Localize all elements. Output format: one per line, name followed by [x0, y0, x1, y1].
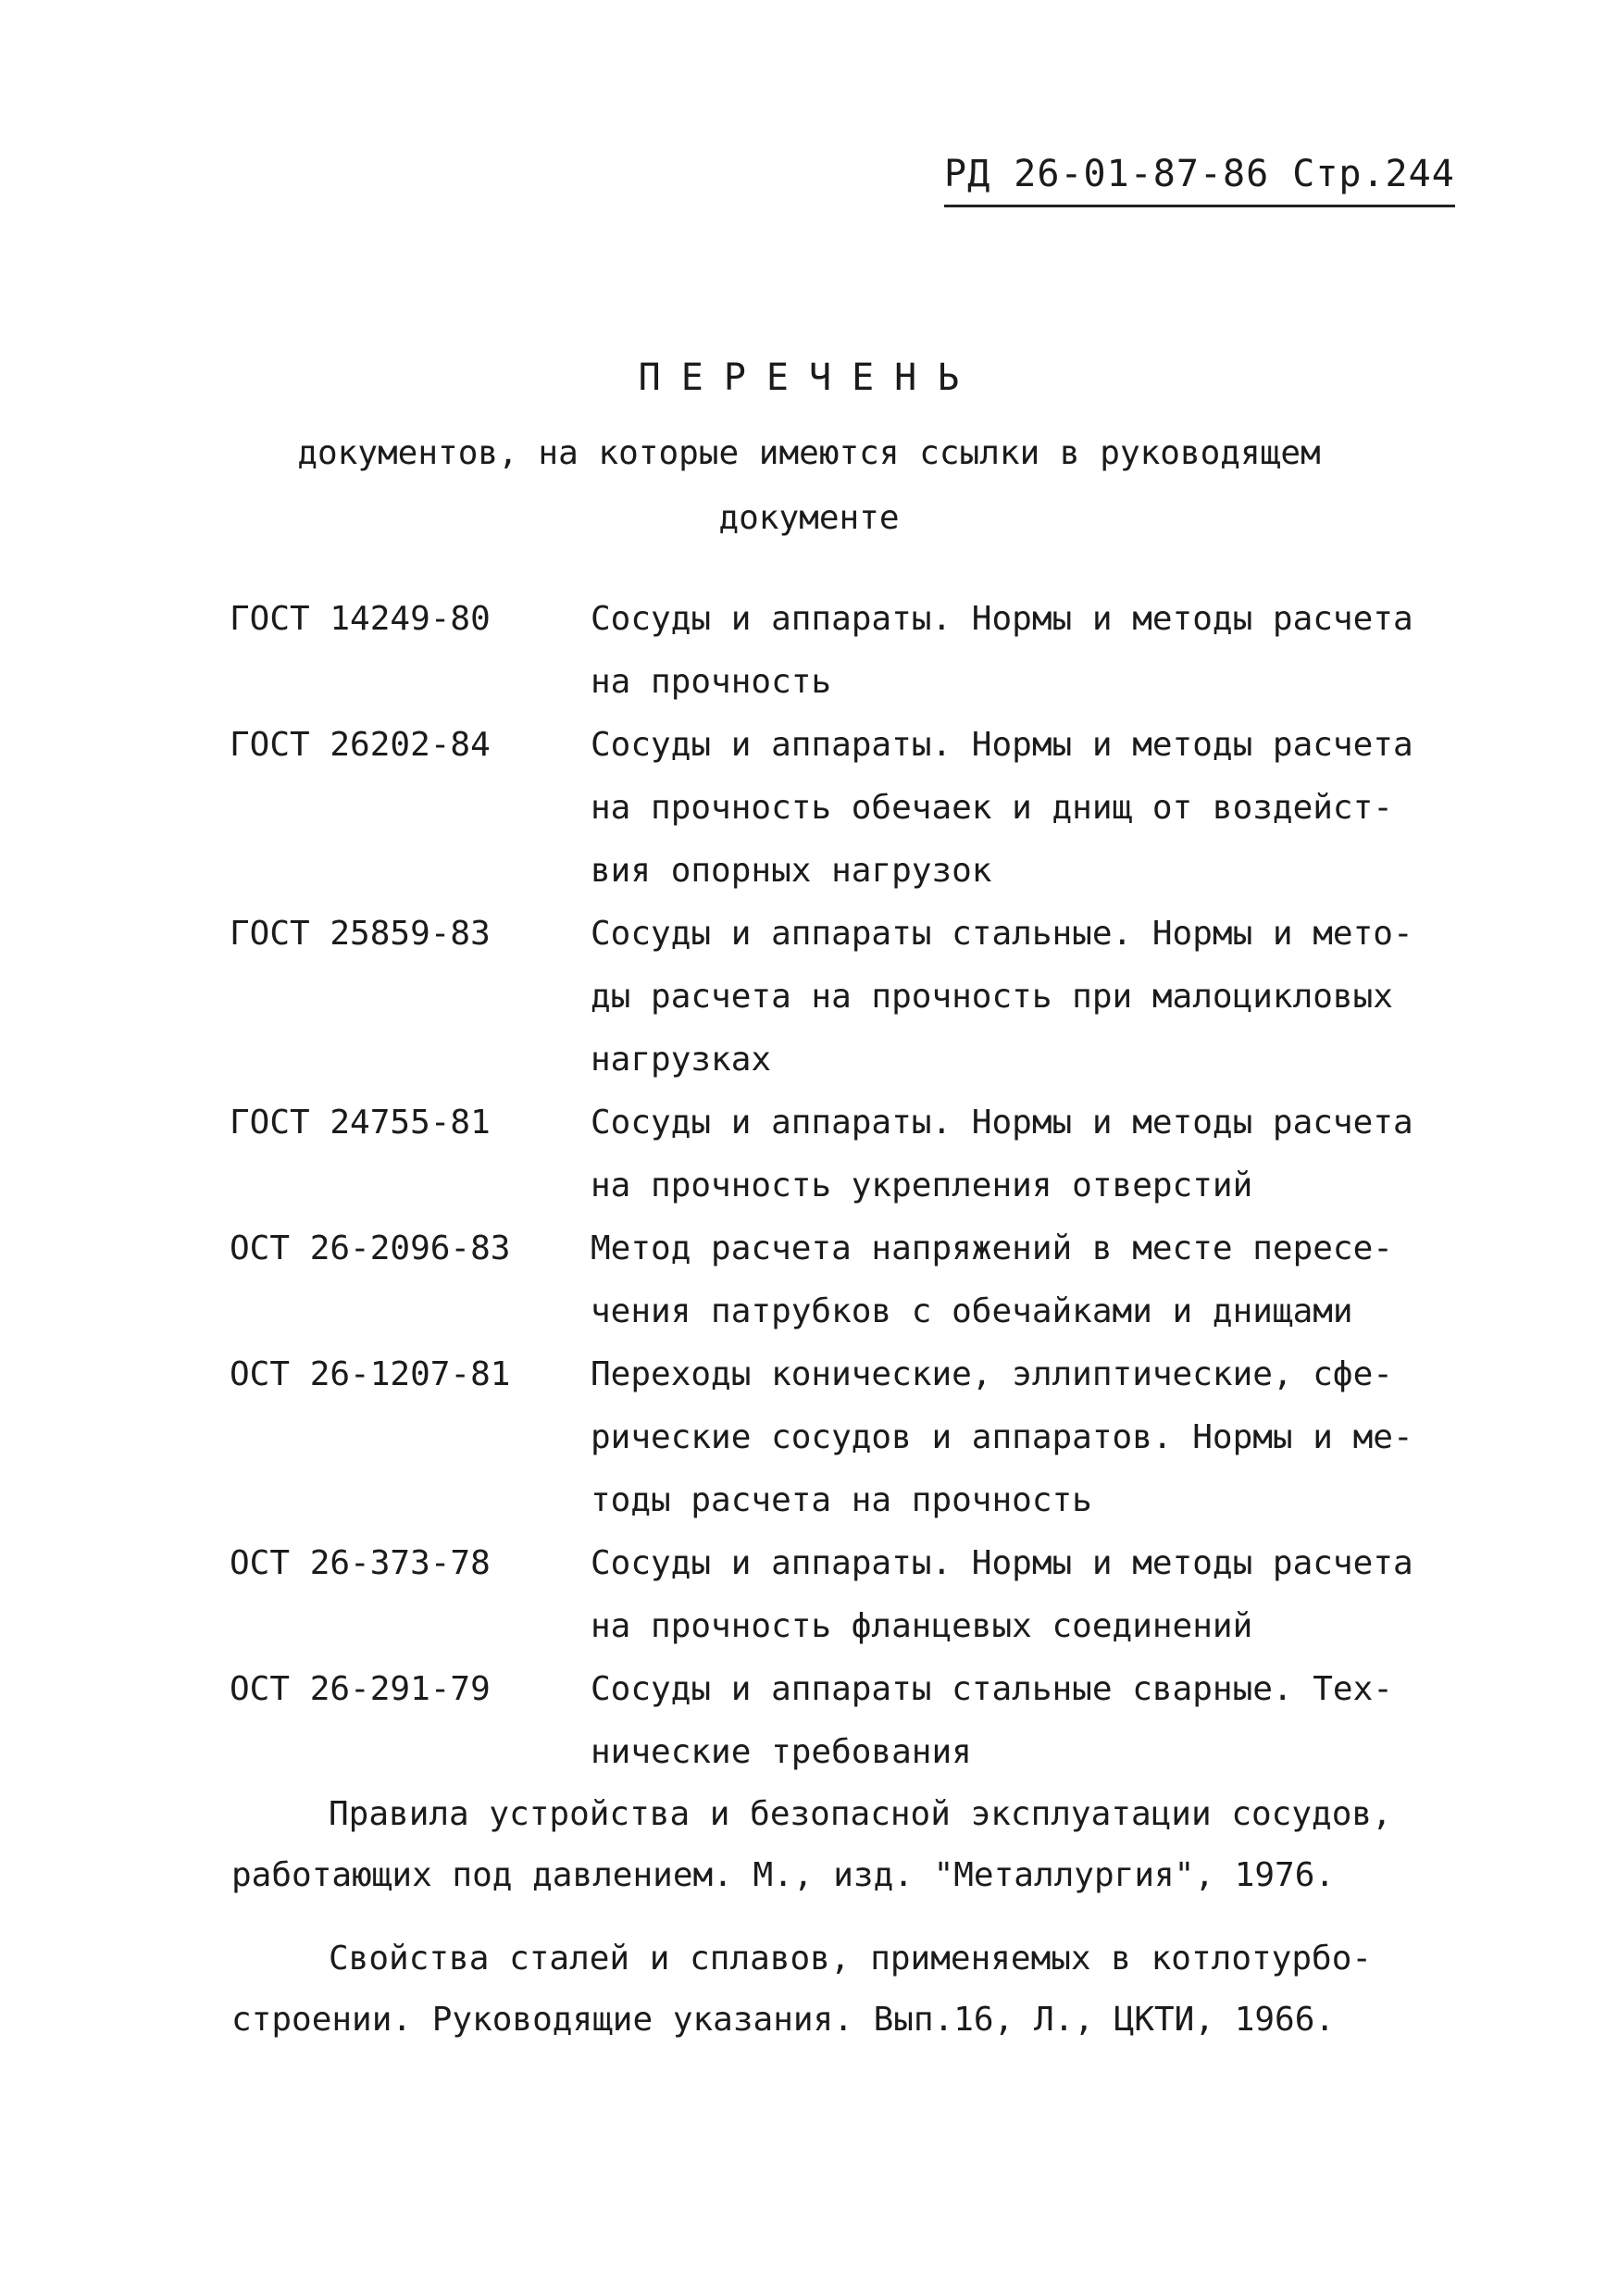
- reference-title-line: на прочность фланцевых соединений: [591, 1607, 1253, 1645]
- reference-title: [591, 1658, 1405, 1784]
- reference-title-line: Сосуды и аппараты стальные. Нормы и мето-: [591, 915, 1413, 953]
- reference-title-line: рические сосудов и аппаратов. Нормы и ме-: [591, 1418, 1413, 1456]
- reference-item: [230, 1092, 1433, 1217]
- reference-title: [591, 588, 1413, 714]
- reference-title-line: Сосуды и аппараты стальные сварные. Тех-: [591, 1670, 1393, 1708]
- reference-item: [230, 1343, 1433, 1532]
- paragraph: [231, 1784, 1435, 1906]
- reference-title-line: нические требования: [591, 1733, 972, 1771]
- reference-code: ОСТ 26-2096-83: [230, 1229, 511, 1267]
- reference-code: ОСТ 26-1207-81: [230, 1355, 511, 1393]
- reference-title-line: на прочность: [591, 663, 832, 701]
- reference-title-line: вия опорных нагрузок: [591, 852, 992, 890]
- reference-code: ГОСТ 24755-81: [230, 1104, 491, 1142]
- paragraph-line: Свойства сталей и сплавов, применяемых в котлотурбо-: [329, 1940, 1373, 1978]
- reference-title: [591, 1217, 1405, 1343]
- reference-code: ОСТ 26-373-78: [230, 1544, 491, 1582]
- reference-title-line: нагрузках: [591, 1041, 772, 1079]
- page-header: РД 26-01-87-86 Стр.244: [944, 153, 1455, 207]
- reference-item: [230, 1217, 1433, 1343]
- document-subtitle: [0, 421, 1618, 551]
- reference-title-line: Сосуды и аппараты. Нормы и методы расчета: [591, 600, 1413, 638]
- reference-title-line: Сосуды и аппараты. Нормы и методы расчета: [591, 1104, 1413, 1142]
- reference-code: ГОСТ 26202-84: [230, 726, 491, 764]
- paragraph-line: строении. Руководящие указания. Вып.16, Л., ЦКТИ, 1966.: [231, 2001, 1336, 2039]
- paragraph-line: Правила устройства и безопасной эксплуатации сосудов,: [329, 1795, 1392, 1833]
- reference-title: [591, 903, 1413, 1092]
- reference-item: [230, 903, 1433, 1092]
- reference-code: ГОСТ 14249-80: [230, 600, 491, 638]
- subtitle-line: документов, на которые имеются ссылки в руководящем: [297, 434, 1321, 472]
- reference-title-line: ды расчета на прочность при малоцикловых: [591, 978, 1393, 1016]
- reference-list: [230, 588, 1433, 1784]
- reference-item: [230, 1658, 1433, 1784]
- reference-title-line: тоды расчета на прочность: [591, 1481, 1092, 1519]
- reference-title: [591, 1092, 1413, 1217]
- reference-title: [591, 1532, 1413, 1658]
- reference-item: [230, 1532, 1433, 1658]
- reference-code: ОСТ 26-291-79: [230, 1670, 491, 1708]
- reference-title-line: Метод расчета напряжений в месте пересе-: [591, 1229, 1393, 1267]
- reference-code: ГОСТ 25859-83: [230, 915, 491, 953]
- reference-title-line: чения патрубков с обечайками и днищами: [591, 1292, 1353, 1330]
- reference-title: [591, 1343, 1413, 1532]
- subtitle-line: документе: [718, 499, 900, 537]
- reference-title-line: на прочность укрепления отверстий: [591, 1167, 1253, 1204]
- paragraph: [231, 1928, 1435, 2051]
- reference-title-line: Сосуды и аппараты. Нормы и методы расчета: [591, 1544, 1413, 1582]
- reference-title-line: Сосуды и аппараты. Нормы и методы расчета: [591, 726, 1413, 764]
- reference-item: [230, 588, 1433, 714]
- reference-item: [230, 714, 1433, 903]
- reference-title-line: Переходы конические, эллиптические, сфе-: [591, 1355, 1393, 1393]
- document-title: ПЕРЕЧЕНЬ: [638, 356, 980, 399]
- reference-title: [591, 714, 1413, 903]
- paragraph-line: работающих под давлением. М., изд. "Металлургия", 1976.: [231, 1856, 1336, 1894]
- reference-title-line: на прочность обечаек и днищ от воздейст-: [591, 789, 1393, 827]
